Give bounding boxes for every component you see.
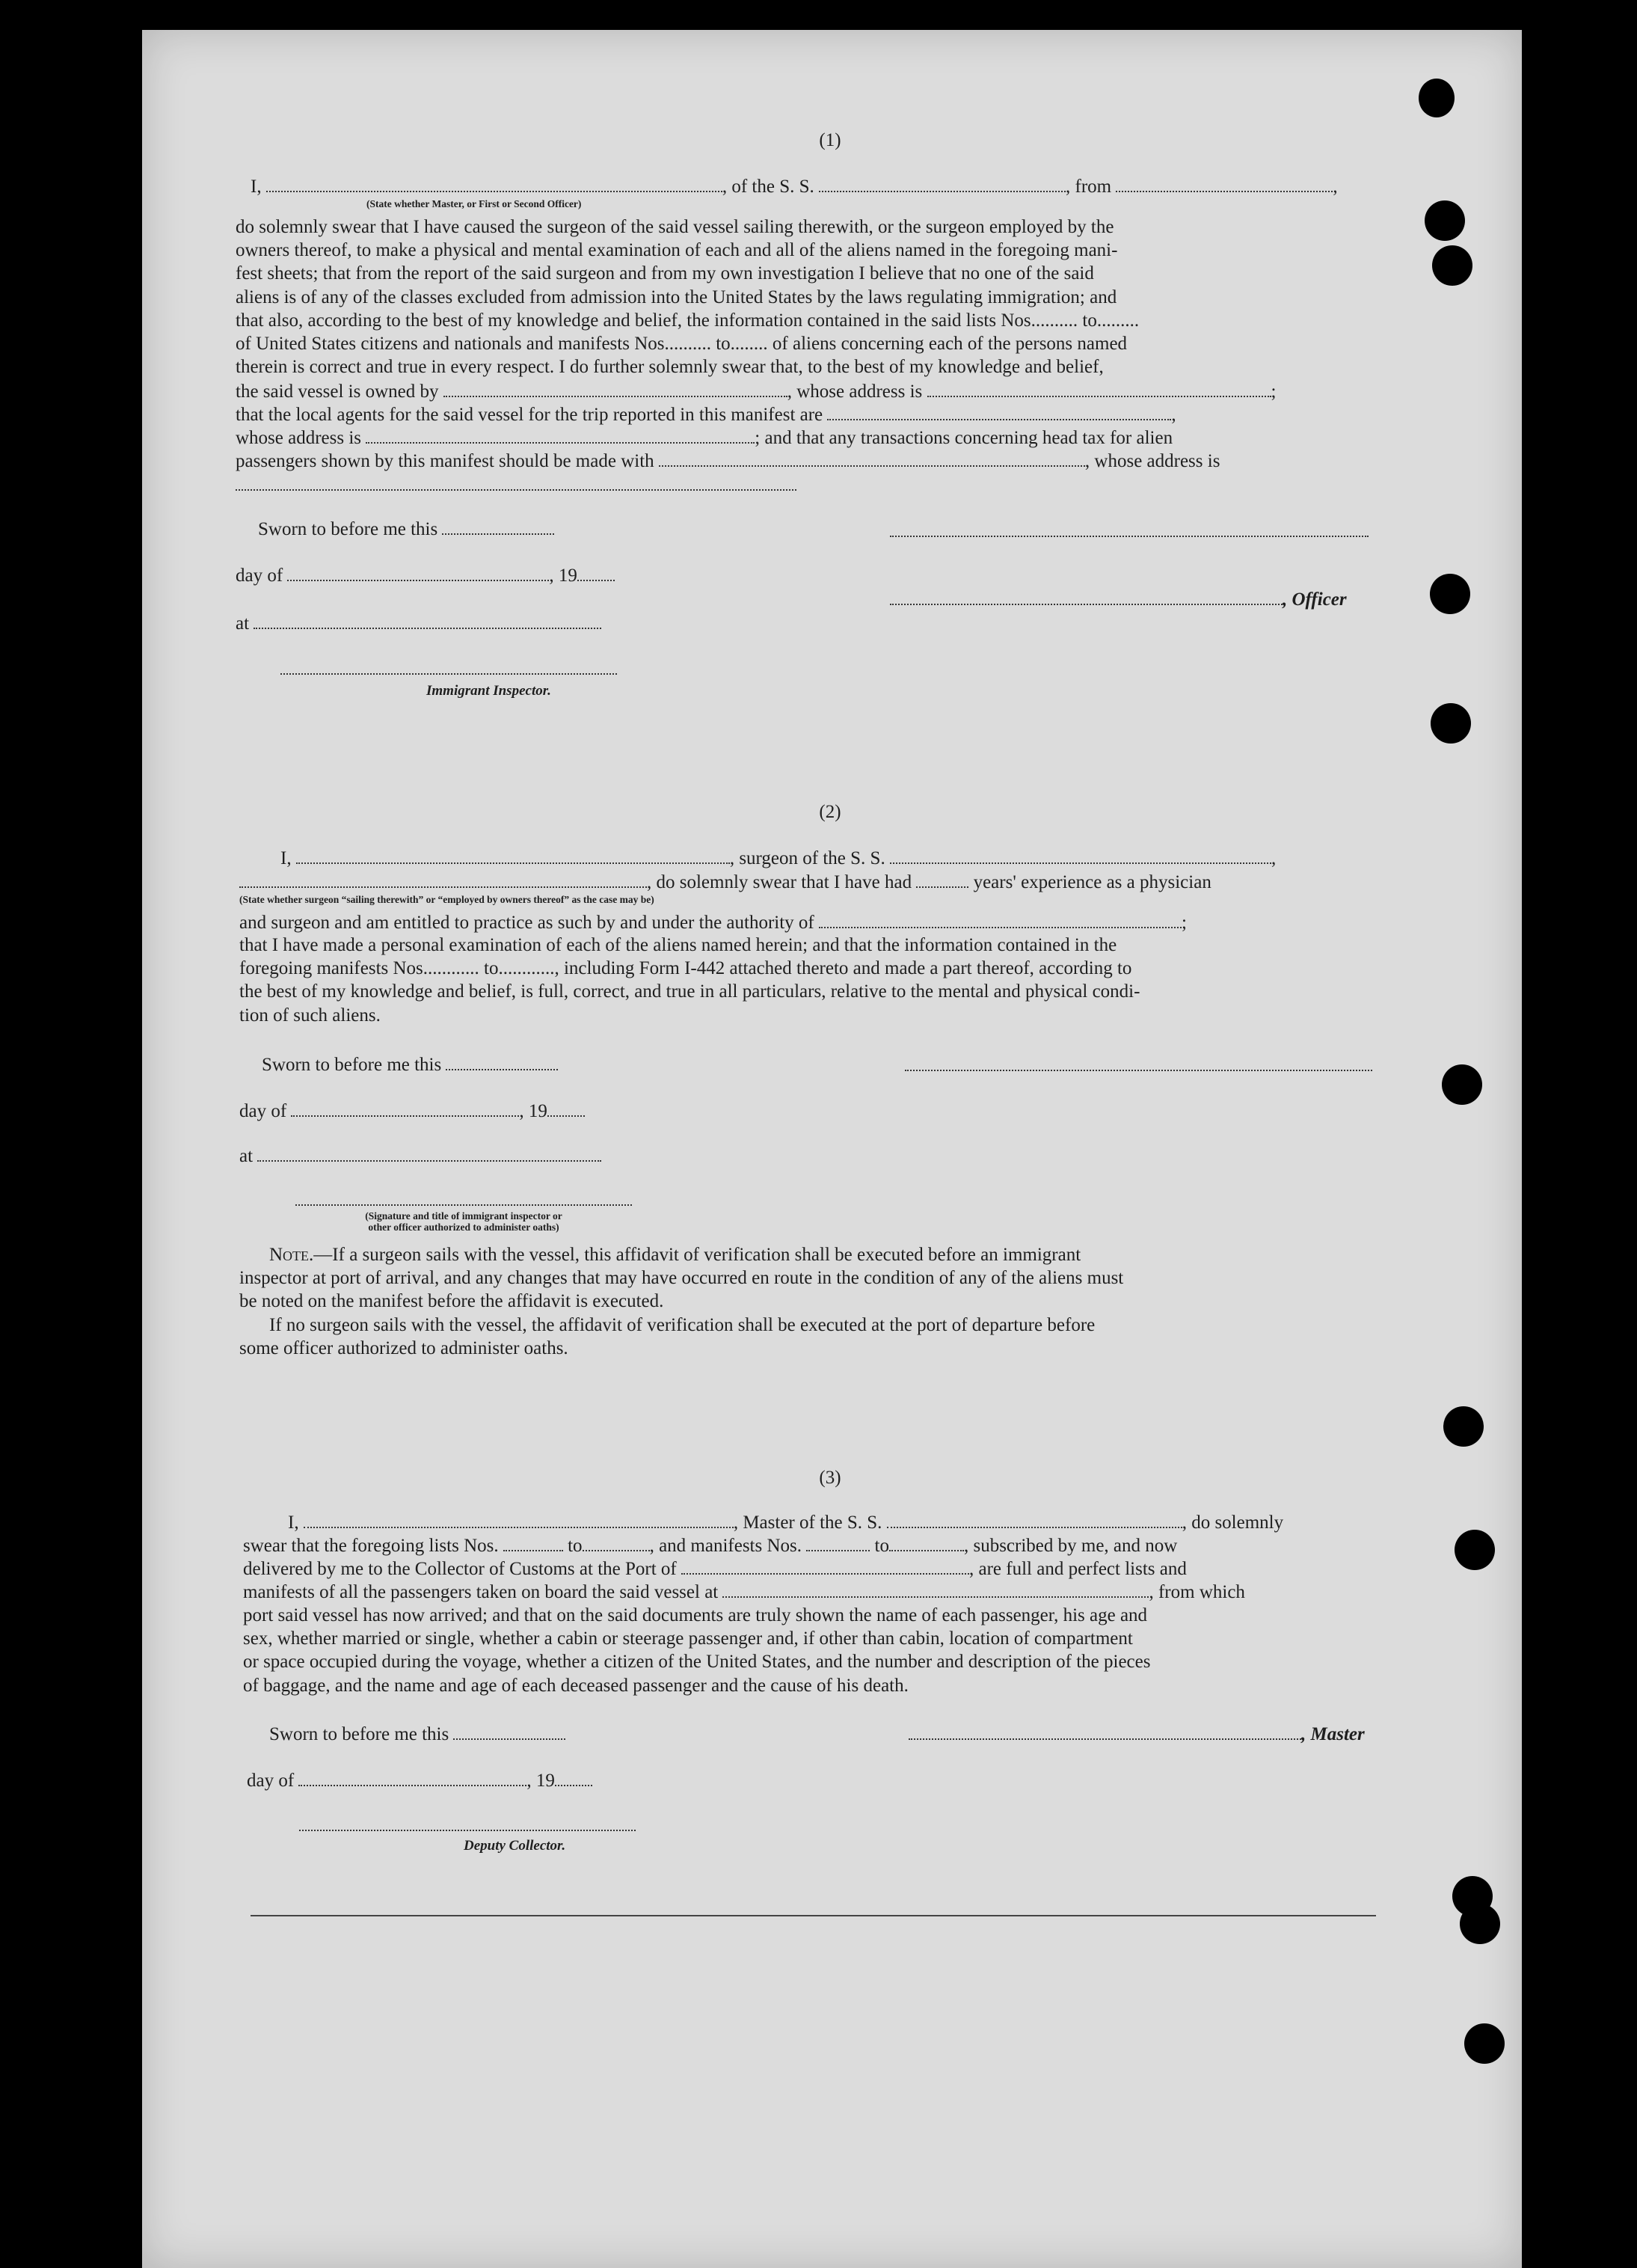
s3-body-line: port said vessel has now arrived; and that on the said documents are truly shown the name of each passenger, his age and: [243, 1605, 1148, 1625]
s3-line-1: I, , Master of the S. S. , do solemnly: [288, 1512, 1284, 1533]
s1-signature-field[interactable]: [890, 536, 1369, 537]
s2-note-line: inspector at port of arrival, and any changes that may have occurred en route in the condition of any of the aliens must: [239, 1268, 1124, 1289]
s2-body-line: tion of such aliens.: [239, 1005, 381, 1026]
s1-agents-line: that the local agents for the said vessel for the trip reported in this manifest are ,: [236, 405, 1176, 425]
s3-port-field[interactable]: [681, 1558, 969, 1575]
s2-note2-line: If no surgeon sails with the vessel, the affidavit of verification shall be executed at the port of departure before: [269, 1314, 1096, 1335]
s2-line-i: I, , surgeon of the S. S. ,: [280, 848, 1277, 868]
s1-body-line: do solemnly swear that I have caused the surgeon of the said vessel sailing therewith, or the surgeon employed by the: [236, 217, 1114, 237]
s1-inspector-signature-field[interactable]: [280, 673, 617, 675]
s2-body: [239, 934, 1380, 1027]
s2-note-line: be noted on the manifest before the affidavit is executed.: [239, 1291, 664, 1312]
s1-from-label: , from: [1066, 177, 1112, 197]
punch-hole: [1443, 1406, 1484, 1447]
s3-year-field[interactable]: [555, 1770, 592, 1786]
s2-sig-note-2: other officer authorized to administer oaths): [368, 1222, 559, 1233]
s1-officer-label: , Officer: [1283, 589, 1347, 610]
s1-owner-address-field[interactable]: [927, 381, 1271, 397]
s1-master-field[interactable]: [266, 176, 722, 192]
s3-manifests-to-field[interactable]: [889, 1535, 964, 1551]
s3-master-name-field[interactable]: [304, 1512, 734, 1528]
punch-hole: [1432, 245, 1472, 286]
s3-deputy-collector-label: Deputy Collector.: [464, 1838, 566, 1854]
s3-master-signature-field[interactable]: [909, 1723, 1301, 1740]
s2-sworn-line: Sworn to before me this: [262, 1053, 558, 1077]
s2-surgeon-name-field[interactable]: [296, 848, 730, 864]
s2-at-line: at: [239, 1144, 601, 1168]
s3-body-line: of baggage, and the name and age of each deceased passenger and the cause of his death.: [243, 1675, 909, 1696]
s3-sworn-line: Sworn to before me this: [269, 1723, 565, 1747]
s2-vessel-field[interactable]: [890, 848, 1271, 864]
s3-body-line: sex, whether married or single, whether a cabin or steerage passenger and, if other than cabin, location of compartment: [243, 1628, 1133, 1649]
s3-body: [243, 1604, 1380, 1697]
s1-officer-line: [890, 588, 1347, 612]
document-page: [142, 30, 1522, 2268]
s3-manifests-from-field[interactable]: [806, 1535, 870, 1551]
punch-hole: [1431, 703, 1471, 744]
s2-signature-field[interactable]: [905, 1070, 1372, 1071]
s2-note: [239, 1243, 1380, 1360]
s2-years-field[interactable]: [916, 871, 968, 888]
s1-body-line: aliens is of any of the classes excluded from admission into the United States by the laws regulating immigration; and: [236, 286, 1117, 307]
punch-hole: [1442, 1064, 1482, 1105]
s2-day-field[interactable]: [291, 1100, 519, 1117]
s2-authority-field[interactable]: [819, 912, 1182, 928]
s2-body-line: the best of my knowledge and belief, is full, correct, and true in all particulars, relative to the mental and physical condi-: [239, 981, 1140, 1002]
s2-surgeon-type-field[interactable]: [239, 871, 647, 888]
s1-line-i: I, , of the S. S. , from ,: [251, 177, 1338, 197]
s3-vessel-field[interactable]: [887, 1512, 1182, 1528]
s1-from-field[interactable]: [1116, 176, 1333, 192]
punch-hole: [1464, 2023, 1505, 2064]
s3-lists-to-field[interactable]: [583, 1535, 650, 1551]
s1-agents-address-field[interactable]: [366, 427, 755, 444]
s3-lists-from-field[interactable]: [503, 1535, 563, 1551]
s1-head-tax-field[interactable]: [659, 450, 1085, 467]
s1-officer-field[interactable]: [890, 589, 1283, 605]
s2-dayof-line: day of , 19: [239, 1100, 585, 1124]
s2-at-field[interactable]: [257, 1145, 601, 1162]
s2-body-line: that I have made a personal examination of each of the aliens named herein; and that the information contained in the: [239, 935, 1117, 955]
s2-surgeon-note: (State whether surgeon “sailing therewith” or “employed by owners thereof” as the case may be): [239, 894, 654, 905]
punch-hole: [1455, 1530, 1495, 1570]
s1-at-line: at: [236, 612, 601, 636]
s3-day-field[interactable]: [298, 1770, 526, 1786]
s3-master-label: , Master: [1301, 1724, 1365, 1744]
s1-agents-field[interactable]: [827, 404, 1171, 420]
s2-sworn-date-field[interactable]: [446, 1054, 558, 1070]
section-3-number: (3): [819, 1468, 841, 1488]
s1-owned-line: the said vessel is owned by , whose address is ;: [236, 381, 1277, 402]
s1-day-field[interactable]: [287, 565, 549, 581]
s3-body-line: or space occupied during the voyage, whether a citizen of the United States, and the number and description of the pieces: [243, 1652, 1151, 1673]
s2-swear-line: , do solemnly swear that I have had years' experience as a physician: [239, 871, 1211, 895]
s1-sworn-date-field[interactable]: [442, 518, 554, 535]
s1-year-field[interactable]: [577, 565, 615, 581]
s3-departure-port-field[interactable]: [722, 1581, 1149, 1598]
s1-passengers-line: passengers shown by this manifest should be made with , whose address is: [236, 451, 1220, 471]
s1-at-field[interactable]: [254, 613, 601, 629]
punch-hole: [1419, 79, 1455, 117]
s2-body-line: foregoing manifests Nos............ to............, including Form I-442 attached thereto and made a part thereof, according to: [239, 958, 1132, 979]
s1-body: [236, 215, 1378, 378]
s2-authority-line: and surgeon and am entitled to practice as such by and under the authority of ;: [239, 913, 1187, 933]
s1-body-line: that also, according to the best of my knowledge and belief, the information contained in the said lists Nos.......... to.........: [236, 310, 1140, 331]
bottom-divider: [251, 1915, 1376, 1916]
s1-master-note: (State whether Master, or First or Second Officer): [366, 198, 582, 209]
s3-master-line: [909, 1723, 1365, 1747]
s1-vessel-field[interactable]: [819, 176, 1066, 192]
s1-i-label: I,: [251, 177, 262, 197]
s2-note-label: Note.: [269, 1245, 314, 1265]
s3-line-3: delivered by me to the Collector of Customs at the Port of , are full and perfect lists and: [243, 1559, 1187, 1579]
s2-sig-note-1: (Signature and title of immigrant inspector or: [365, 1210, 562, 1222]
s1-agents-address-line: whose address is ; and that any transactions concerning head tax for alien: [236, 428, 1173, 448]
s1-sworn-line: Sworn to before me this: [258, 518, 554, 542]
s2-note-line: —If a surgeon sails with the vessel, this affidavit of verification shall be executed before an immigrant: [313, 1245, 1081, 1265]
section-1-number: (1): [819, 130, 841, 150]
s3-line-2: swear that the foregoing lists Nos. to , and manifests Nos. to , subscribed by me, and now: [243, 1536, 1178, 1556]
s2-note2-line: some officer authorized to administer oaths.: [239, 1337, 568, 1358]
s2-officer-signature-field[interactable]: [295, 1204, 632, 1206]
s1-body-line: fest sheets; that from the report of the said surgeon and from my own investigation I believe that no one of the said: [236, 263, 1094, 284]
s1-immigrant-inspector-label: Immigrant Inspector.: [426, 683, 551, 699]
s2-year-field[interactable]: [547, 1100, 585, 1117]
s3-collector-signature-field[interactable]: [299, 1830, 636, 1831]
s3-dayof-line: day of , 19: [247, 1769, 592, 1793]
section-2-number: (2): [819, 802, 841, 822]
punch-hole: [1460, 1904, 1500, 1944]
s1-owner-field[interactable]: [443, 381, 787, 397]
punch-hole: [1425, 200, 1465, 241]
punch-hole: [1430, 574, 1470, 614]
s1-body-line: owners thereof, to make a physical and mental examination of each and all of the aliens named in the foregoing mani-: [236, 240, 1118, 261]
s1-head-tax-address-field[interactable]: [236, 489, 796, 491]
s1-body-line: therein is correct and true in every respect. I do further solemnly swear that, to the best of my knowledge and belief,: [236, 357, 1104, 378]
s3-sworn-date-field[interactable]: [453, 1723, 565, 1740]
s1-dayof-line: day of , 19: [236, 564, 615, 588]
s1-body-line: of United States citizens and nationals and manifests Nos.......... to........ of aliens concerning each of the persons named: [236, 334, 1128, 355]
s3-line-4: manifests of all the passengers taken on board the said vessel at , from which: [243, 1582, 1245, 1602]
s1-of-ss-label: , of the S. S.: [722, 177, 814, 197]
